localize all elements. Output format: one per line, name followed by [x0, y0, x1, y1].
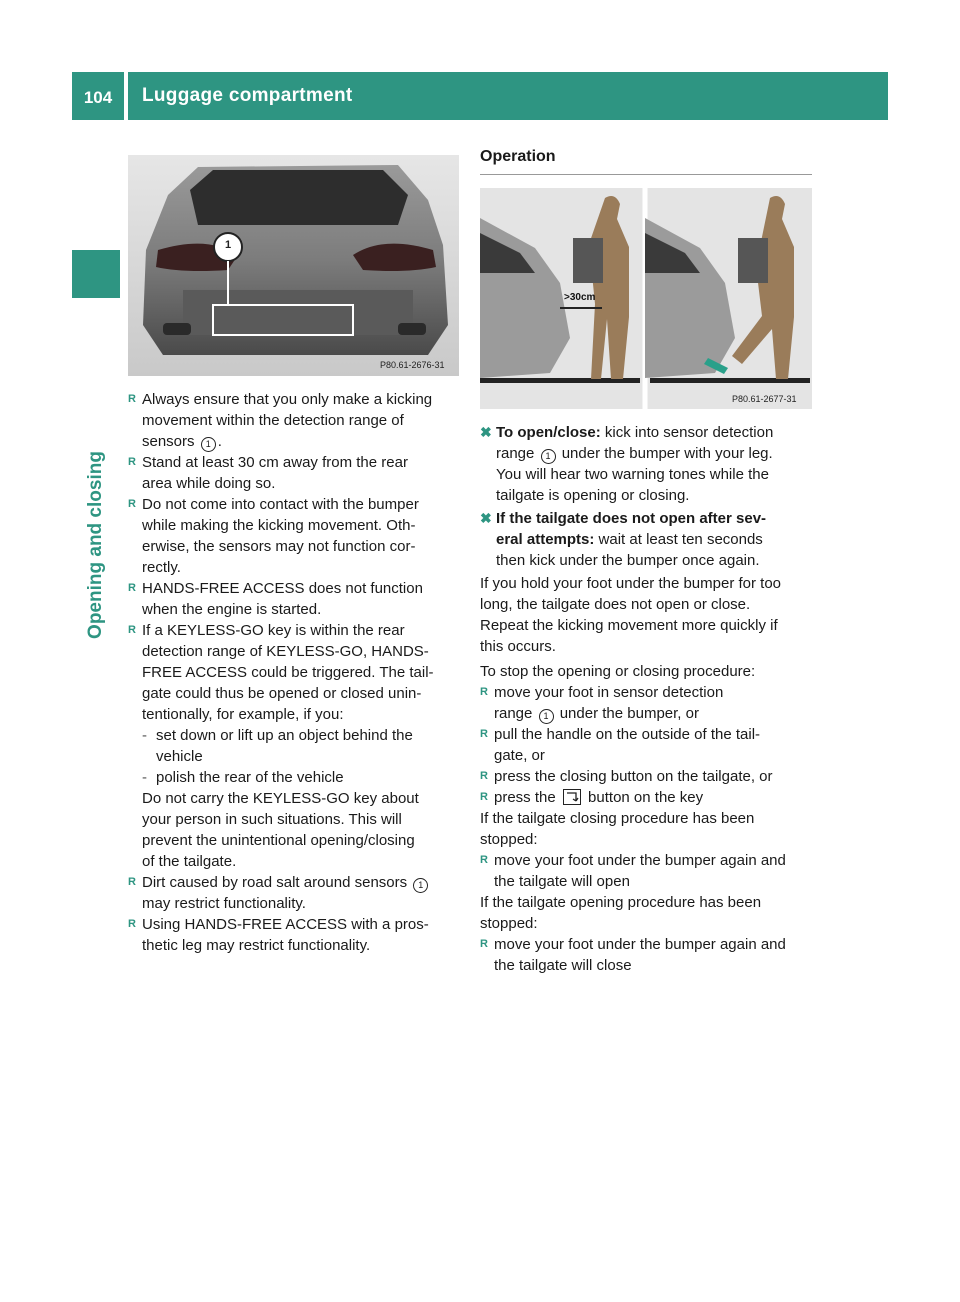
step-arrow-icon: ✖ — [480, 424, 492, 440]
bullet-icon: R — [480, 728, 488, 740]
sub-list-item: - polish the rear of the vehicle — [142, 769, 344, 786]
sensor-callout: 1 — [224, 239, 232, 251]
bullet-icon: R — [128, 393, 136, 405]
bullet-icon: R — [128, 456, 136, 468]
sensor-marker-icon: 1 — [539, 709, 554, 724]
tailgate-key-icon — [563, 789, 581, 805]
distance-label: >30cm — [564, 292, 596, 303]
list-item: R Stand at least 30 cm away from the rear area while doing so. — [128, 454, 408, 492]
instruction-step: ✖ If the tailgate does not open after sev- eral attempts: wait at least ten seconds then kick under the bumper once again. — [480, 510, 767, 569]
list-item: R HANDS-FREE ACCESS does not function when the engine is started. — [128, 580, 423, 618]
list-item: R If a KEYLESS-GO key is within the rear detection range of KEYLESS-GO, HANDS- FREE ACCESS could be triggered. The tail- gate could thus be opened or closed unin- tentionally, for example, if you: - set down or lift up an object behind the vehicle - polish the rear of the vehicle Do not carry the KEYLESS-GO key about your person in such situations. This will prevent the unintentional opening/closing of the tailgate. — [128, 622, 434, 870]
list-item: R move your foot under the bumper again and the tailgate will close — [480, 936, 786, 974]
bullet-icon: R — [128, 624, 136, 636]
bullet-icon: R — [128, 918, 136, 930]
dash-icon: - — [142, 727, 147, 744]
list-item: R Dirt caused by road salt around sensors 1 may restrict functionality. — [128, 872, 463, 914]
sensor-marker-icon: 1 — [201, 437, 216, 452]
list-item: R pull the handle on the outside of the tail- gate, or — [480, 726, 761, 764]
list-item: R move your foot under the bumper again and the tailgate will open — [480, 852, 786, 890]
header-separator — [124, 72, 128, 120]
list-item: R Always ensure that you only make a kicking movement within the detection range of sensors 1 . — [128, 391, 433, 450]
section-title: Operation — [480, 148, 812, 175]
chapter-tab-block — [72, 250, 120, 298]
list-item: R move your foot in sensor detection range 1 under the bumper, or — [480, 684, 724, 722]
bullet-icon: R — [480, 938, 488, 950]
figure-code: P80.61-2676-31 — [380, 360, 445, 370]
bullet-icon: R — [480, 854, 488, 866]
bullet-icon: R — [128, 498, 136, 510]
step-arrow-icon: ✖ — [480, 510, 492, 526]
bullet-icon: R — [128, 876, 136, 888]
figure-code: P80.61-2677-31 — [732, 394, 797, 404]
list-item: R Using HANDS-FREE ACCESS with a pros- thetic leg may restrict functionality. — [128, 916, 429, 954]
car-rear-illustration — [128, 155, 459, 376]
bullet-icon: R — [480, 686, 488, 698]
right-column: ✖ To open/close: kick into sensor detection range 1 under the bumper with your leg. You will hear two warning tones while the tailgate is opening or closing. ✖ If the tailgate does not open after sev- eral attempts: wait at least ten seconds then kick under the bumper once again. If you hold your foot under the bumper for too long, the tailgate does not open or close. Repeat the kicking movement more quickly if this occurs. To stop the opening or closing procedure: R move your foot in sensor detection range 1 under the bumper, or R pull the handle on the outside of the tail- gate, or R press the closing button on the tailgate, or R press the button on the key If the tailgate closing procedure has been stopped: R move your foot under the bumper again and the tailgate will open If the tailgate opening procedure has been stopped: R move your foot under the bumper again and the tailgate will close — [480, 422, 815, 976]
left-column — [128, 389, 463, 956]
page-number: 104 — [83, 88, 113, 107]
list-item: R press the closing button on the tailgate, or — [480, 768, 773, 785]
sensor-marker-icon: 1 — [413, 878, 428, 893]
chapter-label: Opening and closing — [85, 451, 106, 639]
sensor-marker-icon: 1 — [541, 449, 556, 464]
bullet-icon: R — [480, 770, 488, 782]
list-item: R press the button on the key — [480, 789, 704, 806]
sub-list-item: - set down or lift up an object behind the vehicle — [142, 727, 413, 765]
operation-illustration — [480, 188, 812, 409]
list-item: R Do not come into contact with the bumper while making the kicking movement. Oth- erwise, the sensors may not function cor- rectly. — [128, 496, 419, 576]
instruction-step: ✖ To open/close: kick into sensor detection range 1 under the bumper with your leg. You will hear two warning tones while the tailgate is opening or closing. — [480, 424, 774, 504]
page-title: Luggage compartment — [142, 85, 353, 106]
bullet-icon: R — [480, 791, 488, 803]
dash-icon: - — [142, 769, 147, 786]
bullet-icon: R — [128, 582, 136, 594]
